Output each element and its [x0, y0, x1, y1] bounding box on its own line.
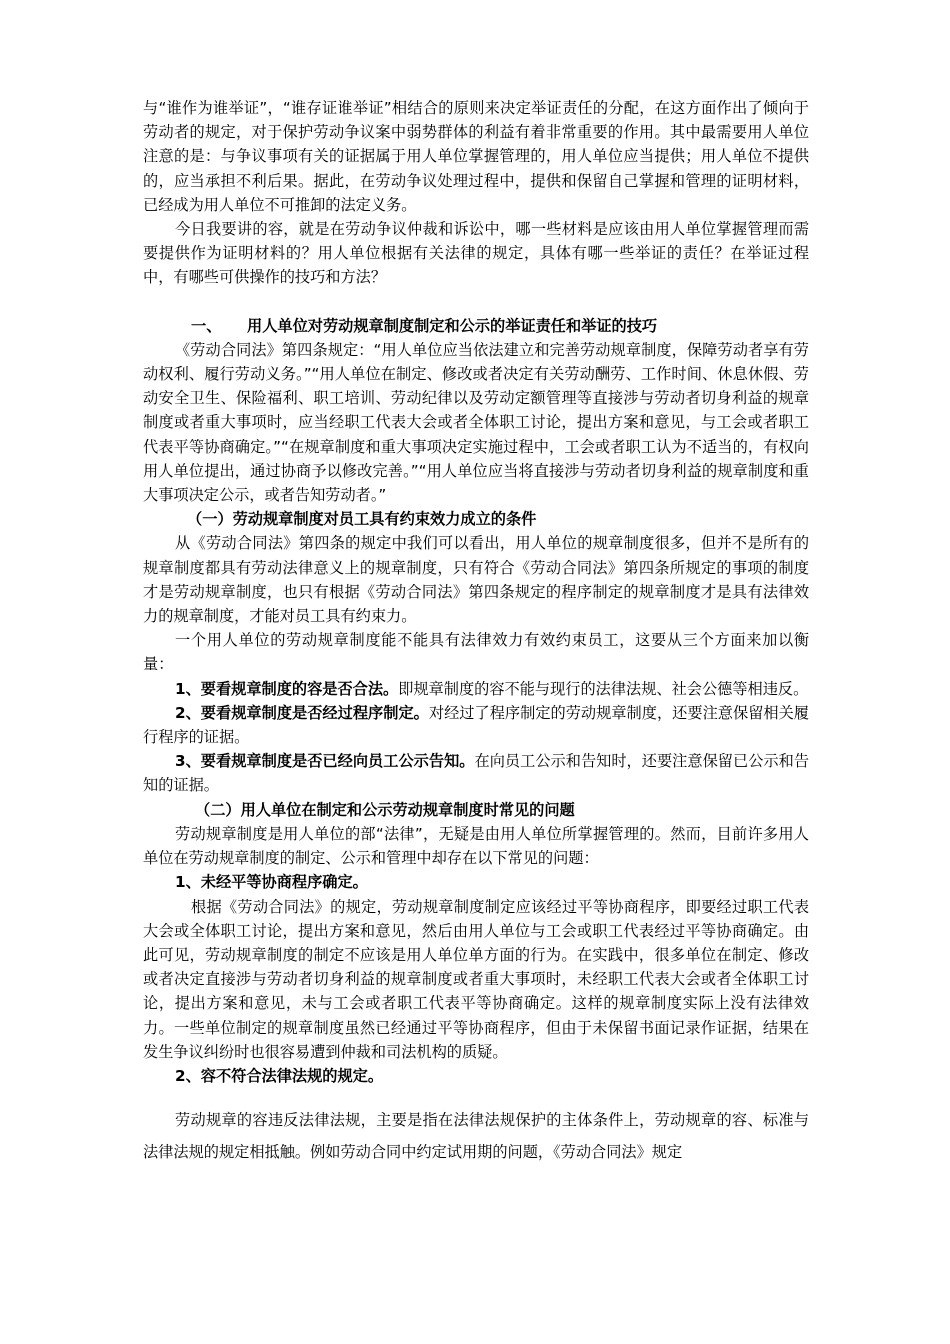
section-number: 一、 [191, 316, 222, 335]
paragraph: 劳动规章的容违反法律法规，主要是指在法律法规保护的主体条件上，劳动规章的容、标准与法律法规的规定相抵触。例如劳动合同中约定试用期的问题，《劳动合同法》规定 [143, 1111, 809, 1162]
section-title: 用人单位对劳动规章制度制定和公示的举证责任和举证的技巧 [247, 316, 658, 335]
paragraph: 今日我要讲的容，就是在劳动争议仲裁和诉讼中，哪一些材料是应该由用人单位掌握管理而需要提供作为证明材料的？用人单位根据有关法律的规定，具体有哪一些举证的责任？在举证过程中，有哪些可供操作的技巧和方法？ [143, 220, 809, 287]
list-item [143, 749, 809, 797]
list-item-text: 即规章制度的容不能与现行的法律法规、社会公德等相违反。 [398, 679, 809, 698]
section-heading [143, 314, 809, 338]
list-item-text: 对经过了程序制定的劳动规章制度，还要注意保留相关履行程序的证据。 [143, 703, 809, 747]
list-item [143, 701, 809, 749]
paragraph: 从《劳动合同法》第四条的规定中我们可以看出，用人单位的规章制度很多，但并不是所有的规章制度都具有劳动法律意义上的规章制度，只有符合《劳动合同法》第四条所规定的事项的制度才是劳动规章制度，也只有根据《劳动合同法》第四条规定的程序制定的规章制度才是具有法律效力的规章制度，才能对员工具有约束力。 [143, 534, 809, 626]
document-page [143, 96, 809, 1168]
subsection-heading: （二）用人单位在制定和公示劳动规章制度时常见的问题 [195, 800, 575, 819]
paragraph: 一个用人单位的劳动规章制度能不能具有法律效力有效约束员工，这要从三个方面来加以衡量： [143, 631, 809, 674]
list-item-lead: 1、要看规章制度的容是否合法。 [175, 679, 399, 698]
paragraph: 劳动规章制度是用人单位的部“法律”，无疑是由用人单位所掌握管理的。然而，目前许多用人单位在劳动规章制度的制定、公示和管理中却存在以下常见的问题： [143, 824, 809, 868]
list-item-text: 在向员工公示和告知时，还要注意保留已公示和告知的证据。 [143, 752, 810, 795]
paragraph: 《劳动合同法》第四条规定：“用人单位应当依法建立和完善劳动规章制度，保障劳动者享有劳动权利、履行劳动义务。”“用人单位在制定、修改或者决定有关劳动酬劳、工作时间、休息休假、劳动安全卫生、保险福利、职工培训、劳动纪律以及劳动定额管理等直接涉与劳动者切身利益的规章制度或者重大事项时，应当经职工代表大会或者全体职工讨论，提出方案和意见，与工会或者职工代表平等协商确定。”“在规章制度和重大事项决定实施过程中，工会或者职工认为不适当的，有权向用人单位提出，通过协商予以修改完善。”“用人单位应当将直接涉与劳动者切身利益的规章制度和重大事项决定公示，或者告知劳动者。” [143, 340, 809, 505]
list-item-lead: 3、要看规章制度是否已经向员工公示告知。 [175, 752, 475, 771]
sub-heading: 2、容不符合法律法规的规定。 [175, 1066, 384, 1085]
list-item [143, 677, 809, 701]
paragraph: 与“谁作为谁举证”，“谁存证谁举证”相结合的原则来决定举证责任的分配，在这方面作出了倾向于劳动者的规定，对于保护劳动争议案中弱势群体的利益有着非常重要的作用。其中最需要用人单位注意的是：与争议事项有关的证据属于用人单位掌握管理的，用人单位应当提供；用人单位不提供的，应当承担不利后果。据此，在劳动争议处理过程中，提供和保留自己掌握和管理的证明材料，已经成为用人单位不可推卸的法定义务。 [143, 99, 809, 214]
paragraph: 根据《劳动合同法》的规定，劳动规章制度制定应该经过平等协商程序，即要经过职工代表大会或全体职工讨论，提出方案和意见，然后由用人单位与工会或职工代表经过平等协商确定。由此可见，劳动规章制度的制定不应该是用人单位单方面的行为。在实践中，很多单位在制定、修改或者决定直接涉与劳动者切身利益的规章制度或者重大事项时，未经职工代表大会或者全体职工讨论，提出方案和意见，未与工会或者职工代表平等协商确定。这样的规章制度实际上没有法律效力。一些单位制定的规章制度虽然已经通过平等协商程序，但由于未保留书面记录作证据，结果在发生争议纠纷时也很容易遭到仲裁和司法机构的质疑。 [143, 897, 809, 1061]
subsection-heading: （一）劳动规章制度对员工具有约束效力成立的条件 [187, 510, 537, 529]
sub-heading: 1、未经平等协商程序确定。 [175, 873, 368, 892]
list-item-lead: 2、要看规章制度是否经过程序制定。 [175, 703, 429, 722]
